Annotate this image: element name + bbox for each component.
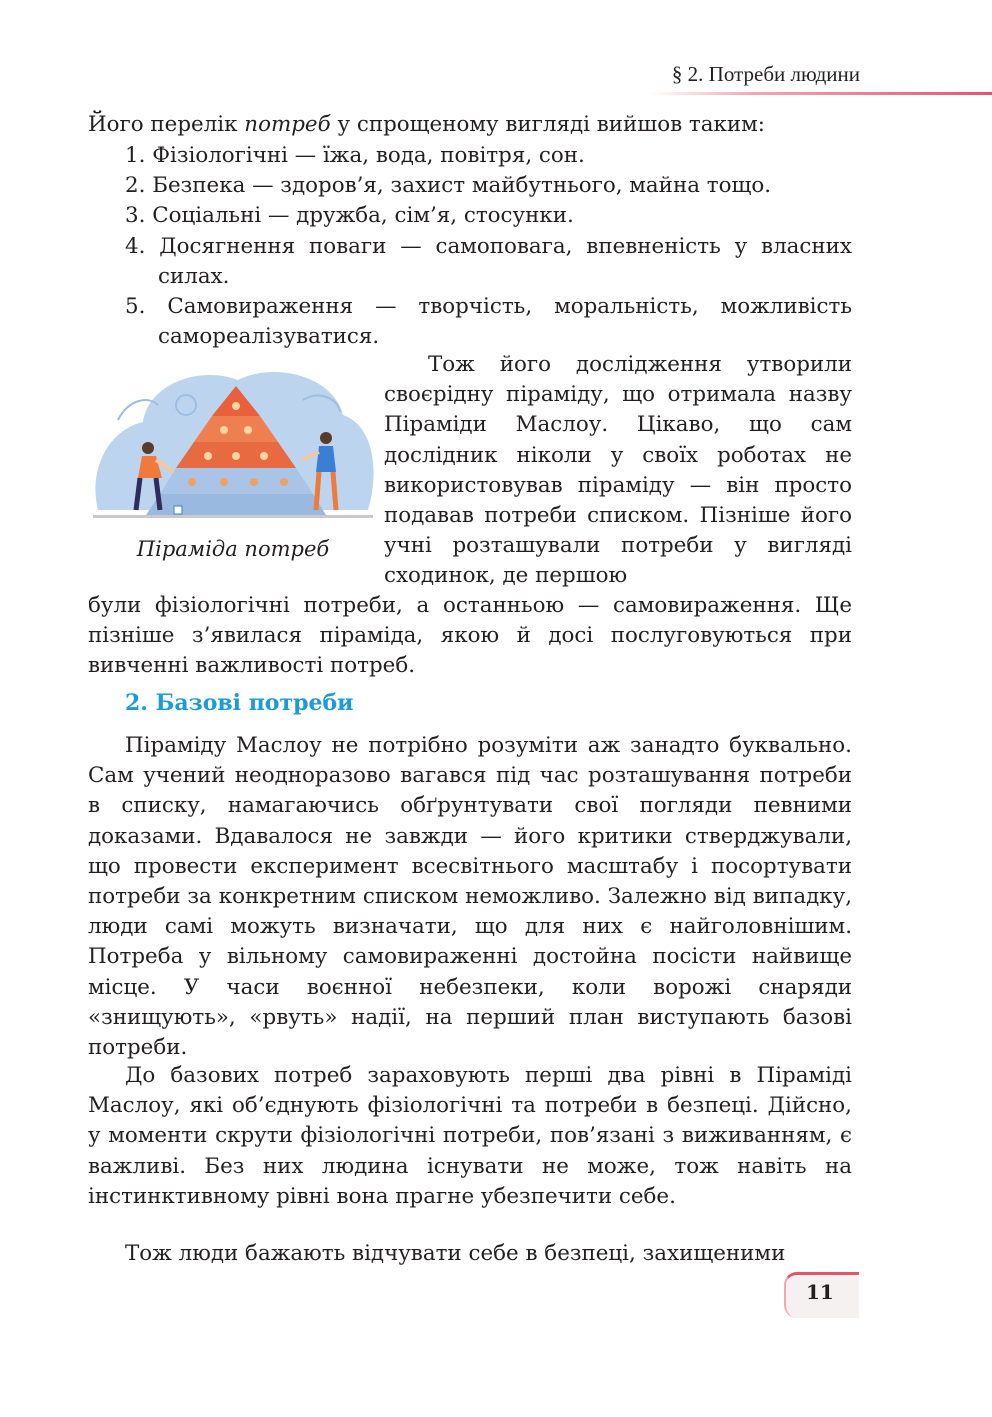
list-item: 4. Досягнення поваги — самоповага, впевненість у власних силах.	[125, 233, 852, 289]
list-item: 2. Безпека — здоров’я, захист майбутнього, майна тощо.	[125, 173, 772, 199]
paragraph: Тож люди бажають відчувати себе в безпеці, захищеними	[125, 1241, 786, 1266]
page-number: 11	[806, 1280, 834, 1304]
side-paragraph: Тож його дослідження утворили своєрідну піраміду, що отримала назву Піраміди Маслоу. Цікаво, що сам дослідник ніколи у своїх роботах не використовував піраміду — він просто подавав потреби списком. Пізніше його учні розташували потреби у вигляді сходинок, де першою	[384, 352, 852, 589]
needs-list	[125, 141, 852, 352]
intro-line: Його перелік потреб у спрощеному вигляді вийшов таким:	[88, 112, 765, 137]
paragraph: До базових потреб зараховують перші два рівні в Піраміді Маслоу, які об’єднують фізіологічні та потреби в безпеці. Дійсно, у моменти скрути фізіологічні потреби, пов’язані з виживанням, є важливі. Без них людина існувати не може, тож навіть на інстинктивному рівні вона прагне убезпечити себе.	[88, 1063, 852, 1209]
list-item: 1. Фізіологічні — їжа, вода, повітря, сон.	[125, 143, 585, 168]
emphasis-word: потреб	[244, 112, 331, 137]
figure-caption: Піраміда потреб	[136, 537, 330, 561]
list-item: 3. Соціальні — дружба, сім’я, стосунки.	[125, 203, 574, 229]
section-heading: 2. Базові потреби	[125, 690, 354, 716]
pyramid-illustration	[88, 360, 378, 522]
paragraph-continuation: були фізіологічні потреби, а останньою — самовираження. Ще пізніше з’явилася піраміда, якою й досі послуговуються при вивченні важливості потреб.	[88, 593, 852, 679]
header-divider	[650, 92, 992, 95]
running-header: § 2. Потреби людини	[671, 62, 860, 86]
paragraph: Піраміду Маслоу не потрібно розуміти аж занадто буквально. Сам учений неодноразово вагався під час розташування потреби в списку, намагаючись обґрунтувати свої погляди певними доказами. Вдавалося не завжди — його критики стверджували, що провести експеримент всесвітнього масштабу і посортувати потреби за конкретним списком неможливо. Залежно від випадку, люди самі можуть визначати, що для них є найголовнішим. Потреба у вільному самовираженні достойна посісти найвище місце. У часи воєнної небезпеки, коли ворожі снаряди «знищують», «рвуть» надії, на перший план виступають базові потреби.	[88, 733, 852, 1061]
list-item: 5. Самовираження — творчість, моральність, можливість самореалізуватися.	[125, 294, 852, 350]
